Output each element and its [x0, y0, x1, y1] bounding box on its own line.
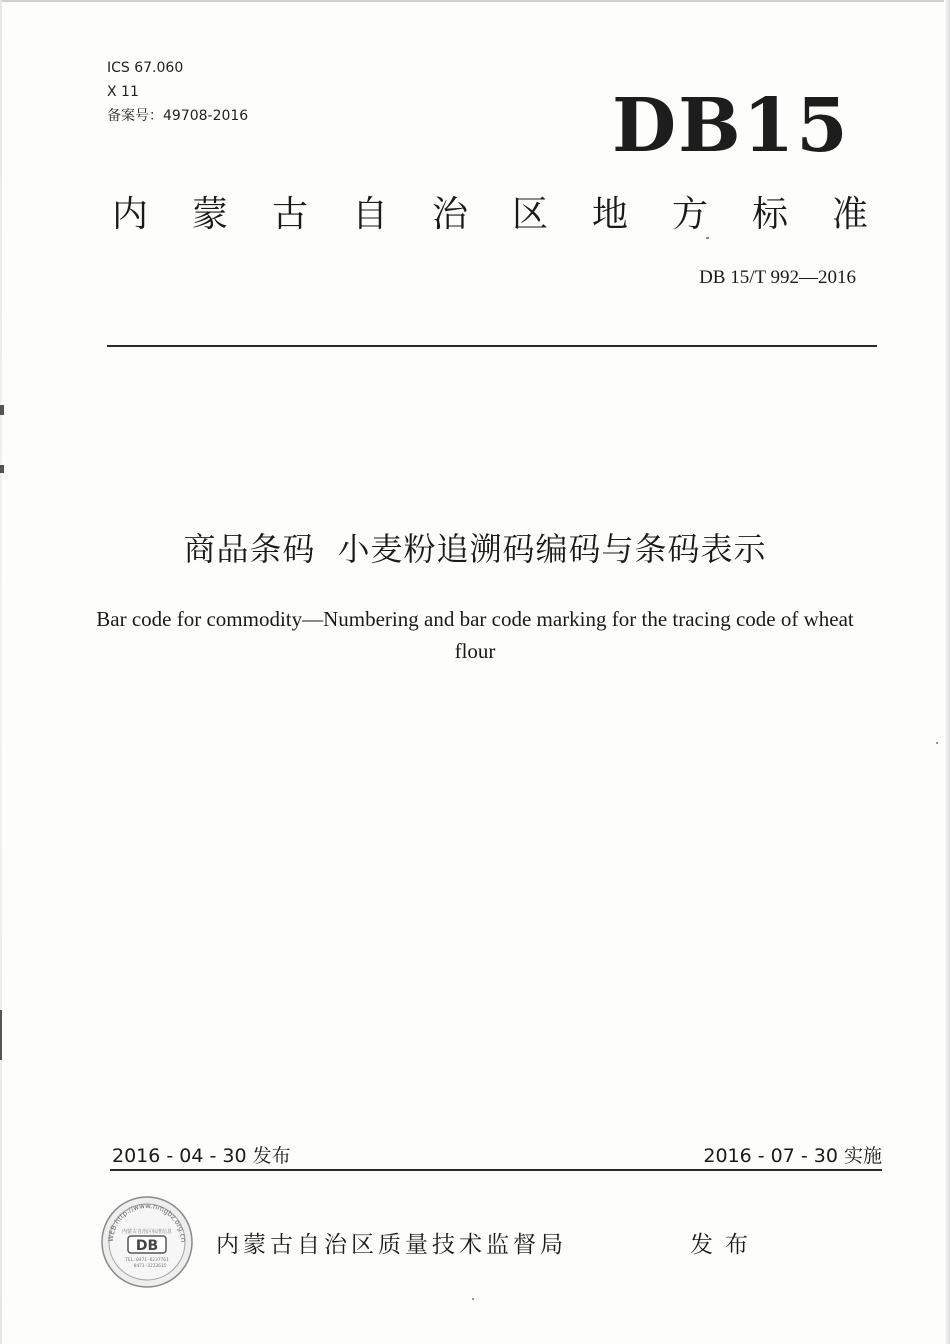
scan-edge-right	[944, 0, 950, 1344]
standard-type-char: 治	[431, 194, 468, 235]
standard-type-char: 古	[271, 194, 308, 235]
standard-type-heading	[110, 190, 870, 240]
standard-type-char: 内	[111, 194, 148, 235]
standards-seal-stamp	[100, 1195, 194, 1289]
english-title: Bar code for commodity—Numbering and bar code marking for the tracing code of wheat flour	[96, 607, 854, 663]
seal-ring-text: WEB:http://www.nmgbz.org.cn	[106, 1201, 188, 1243]
standard-type-char: 标	[751, 194, 788, 235]
standard-number: DB 15/T 992—2016	[699, 267, 856, 288]
scan-speck	[472, 1298, 474, 1300]
seal-graphic	[100, 1195, 194, 1289]
publisher-name: 内蒙古自治区质量技术监督局	[216, 1232, 567, 1258]
scan-edge-top	[0, 0, 950, 2]
seal-phone-1: TEL:0471-6237761	[125, 1258, 169, 1263]
issue-date: 2016 - 04 - 30 发布	[112, 1145, 291, 1167]
classification-code: X 11	[107, 84, 139, 100]
implementation-date: 2016 - 07 - 30 实施	[703, 1145, 882, 1167]
standard-type-char: 准	[831, 194, 868, 235]
standard-type-char: 区	[511, 194, 548, 235]
seal-phone-2: 0471-3223615	[133, 1264, 167, 1269]
footer-divider	[110, 1169, 882, 1171]
standard-type-char: 自	[351, 194, 388, 235]
ics-code: ICS 67.060	[107, 60, 184, 76]
chinese-title	[0, 523, 950, 575]
scan-edge-left	[0, 0, 2, 1344]
scan-mark	[0, 1010, 2, 1060]
scan-mark	[0, 465, 4, 473]
scan-speck	[936, 742, 938, 744]
publish-label: 发布	[690, 1232, 760, 1258]
db15-logo: DB15	[612, 83, 850, 169]
scan-speck	[706, 237, 709, 239]
seal-inner-text: 内蒙古自治区标准信息	[121, 1229, 173, 1235]
chinese-title-part2: 小麦粉追溯码编码与条码表示	[337, 530, 767, 568]
standard-type-char: 蒙	[191, 194, 228, 235]
chinese-title-part1: 商品条码	[183, 530, 316, 568]
standard-metadata	[107, 56, 248, 128]
scan-mark	[0, 405, 4, 415]
filing-number: 备案号：49708-2016	[107, 108, 249, 124]
standard-type-char: 地	[591, 194, 628, 235]
seal-center-text: DB	[135, 1238, 159, 1254]
standard-type-char: 方	[671, 194, 708, 235]
header-divider	[107, 345, 877, 347]
